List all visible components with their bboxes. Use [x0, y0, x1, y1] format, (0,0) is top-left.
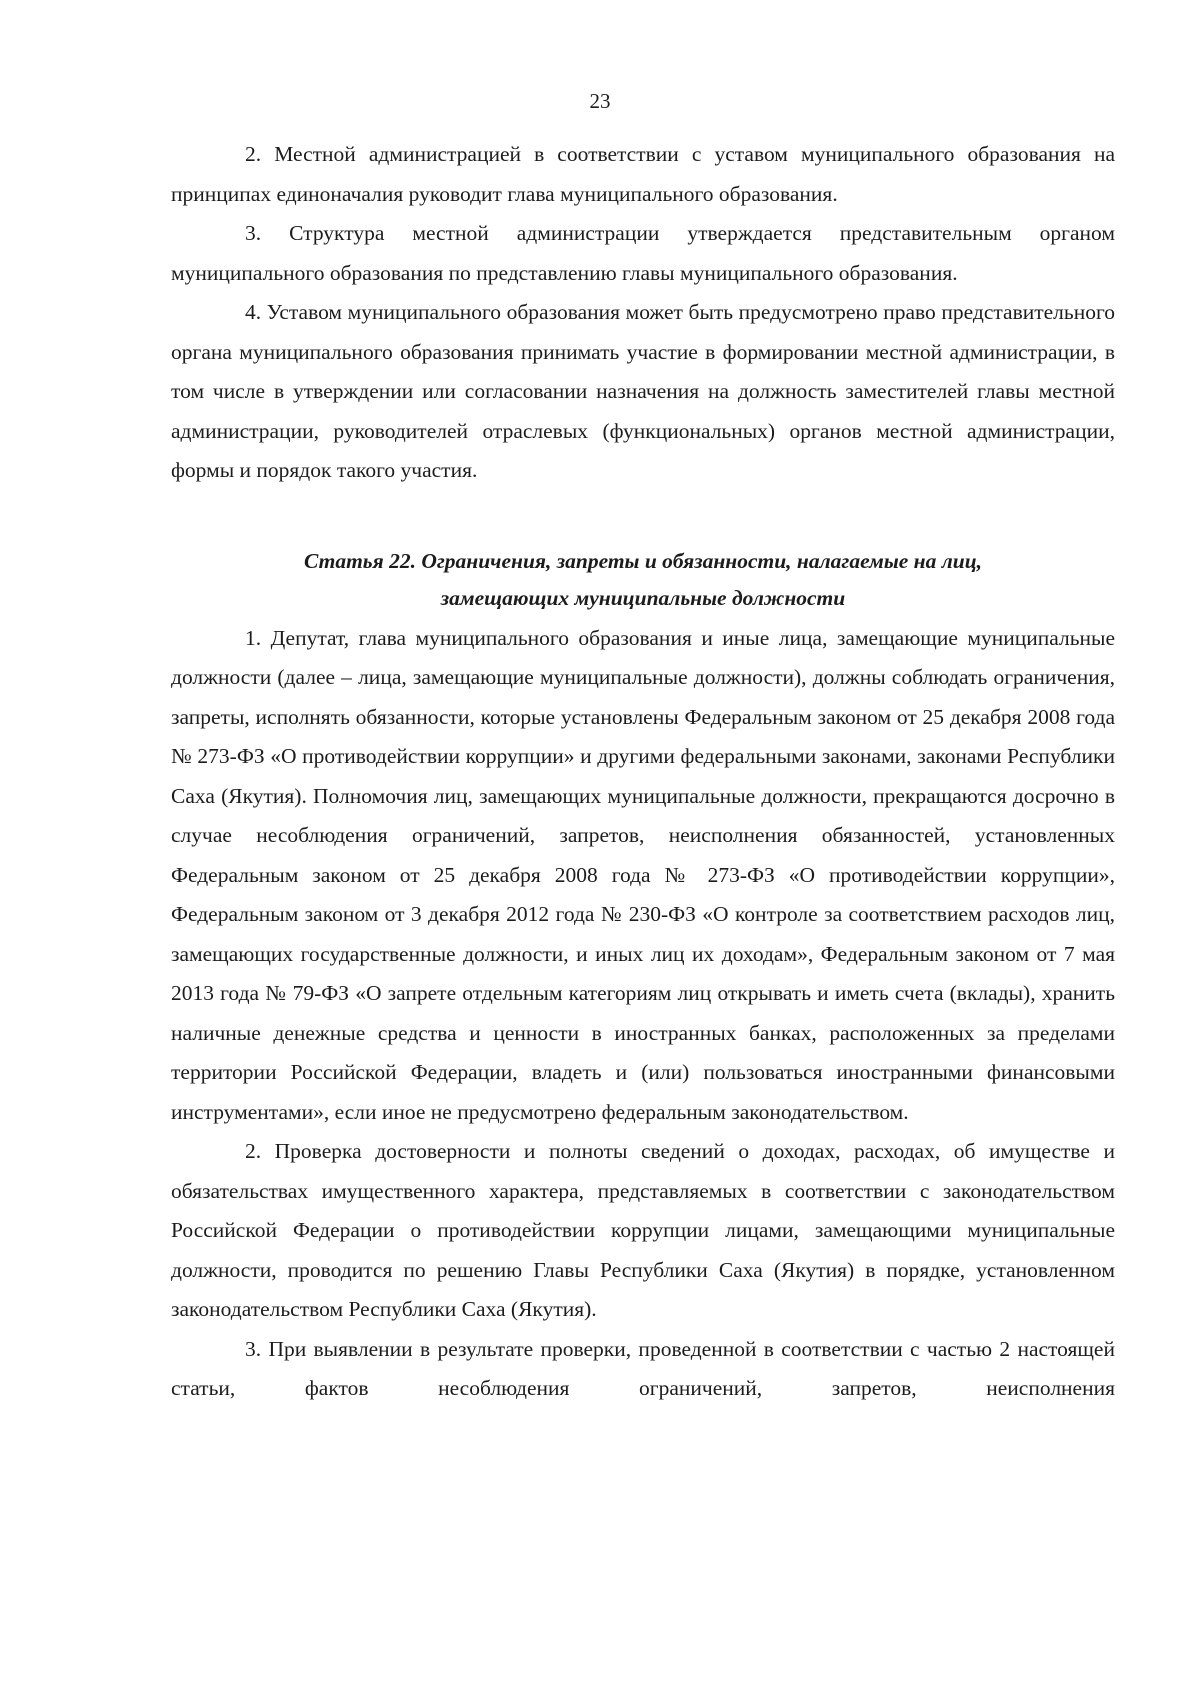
article-heading-line-2: замещающих муниципальные должности	[440, 585, 846, 610]
article-heading-line-1: Статья 22. Ограничения, запреты и обязанности, налагаемые на лиц,	[303, 548, 983, 573]
article-heading	[171, 543, 1115, 617]
article-paragraph-3: 3. При выявлении в результате проверки, проведенной в соответствии с частью 2 настоящей статьи, фактов несоблюдения ограничений, запретов, неисполнения	[171, 1336, 1115, 1400]
article-paragraph-1: 1. Депутат, глава муниципального образования и иные лица, замещающие муниципальные должности (далее – лица, замещающие муниципальные должности), должны соблюдать ограничения, запреты, исполнять обязанности, которые установлены Федеральным законом от 25 декабря 2008 года № 273-ФЗ «О противодействии коррупции» и другими федеральными законами, законами Республики Саха (Якутия). Полномочия лиц, замещающих муниципальные должности, прекращаются досрочно в случае несоблюдения ограничений, запретов, неисполнения обязанностей, установленных Федеральным законом от 25 декабря 2008 года № 273-ФЗ «О противодействии коррупции», Федеральным законом от 3 декабря 2012 года № 230-ФЗ «О контроле за соответствием расходов лиц, замещающих государственные должности, и иных лиц их доходам», Федеральным законом от 7 мая 2013 года № 79-ФЗ «О запрете отдельным категориям лиц открывать и иметь счета (вклады), хранить наличные денежные средства и ценности в иностранных банках, расположенных за пределами территории Российской Федерации, владеть и (или) пользоваться иностранными финансовыми инструментами», если иное не предусмотрено федеральным законодательством.	[171, 625, 1115, 1124]
article-paragraph-2: 2. Проверка достоверности и полноты сведений о доходах, расходах, об имуществе и обязательствах имущественного характера, представляемых в соответствии с законодательством Российской Федерации о противодействии коррупции лицами, замещающими муниципальные должности, проводится по решению Главы Республики Саха (Якутия) в порядке, установленном законодательством Республики Саха (Якутия).	[171, 1139, 1115, 1321]
paragraph-admin-formation: 4. Уставом муниципального образования может быть предусмотрено право представительного органа муниципального образования принимать участие в формировании местной администрации, в том числе в утверждении или согласовании назначения на должность заместителей главы местной администрации, руководителей отраслевых (функциональных) органов местной администрации, формы и порядок такого участия.	[171, 300, 1115, 482]
page-number: 23	[589, 89, 611, 113]
document-body	[171, 135, 1115, 1409]
article-body	[171, 619, 1115, 1409]
paragraph-admin-structure: 3. Структура местной администрации утверждается представительным органом муниципального образования по представлению главы муниципального образования.	[171, 221, 1115, 285]
paragraph-admin-head: 2. Местной администрацией в соответствии с уставом муниципального образования на принципах единоначалия руководит глава муниципального образования.	[171, 142, 1115, 206]
